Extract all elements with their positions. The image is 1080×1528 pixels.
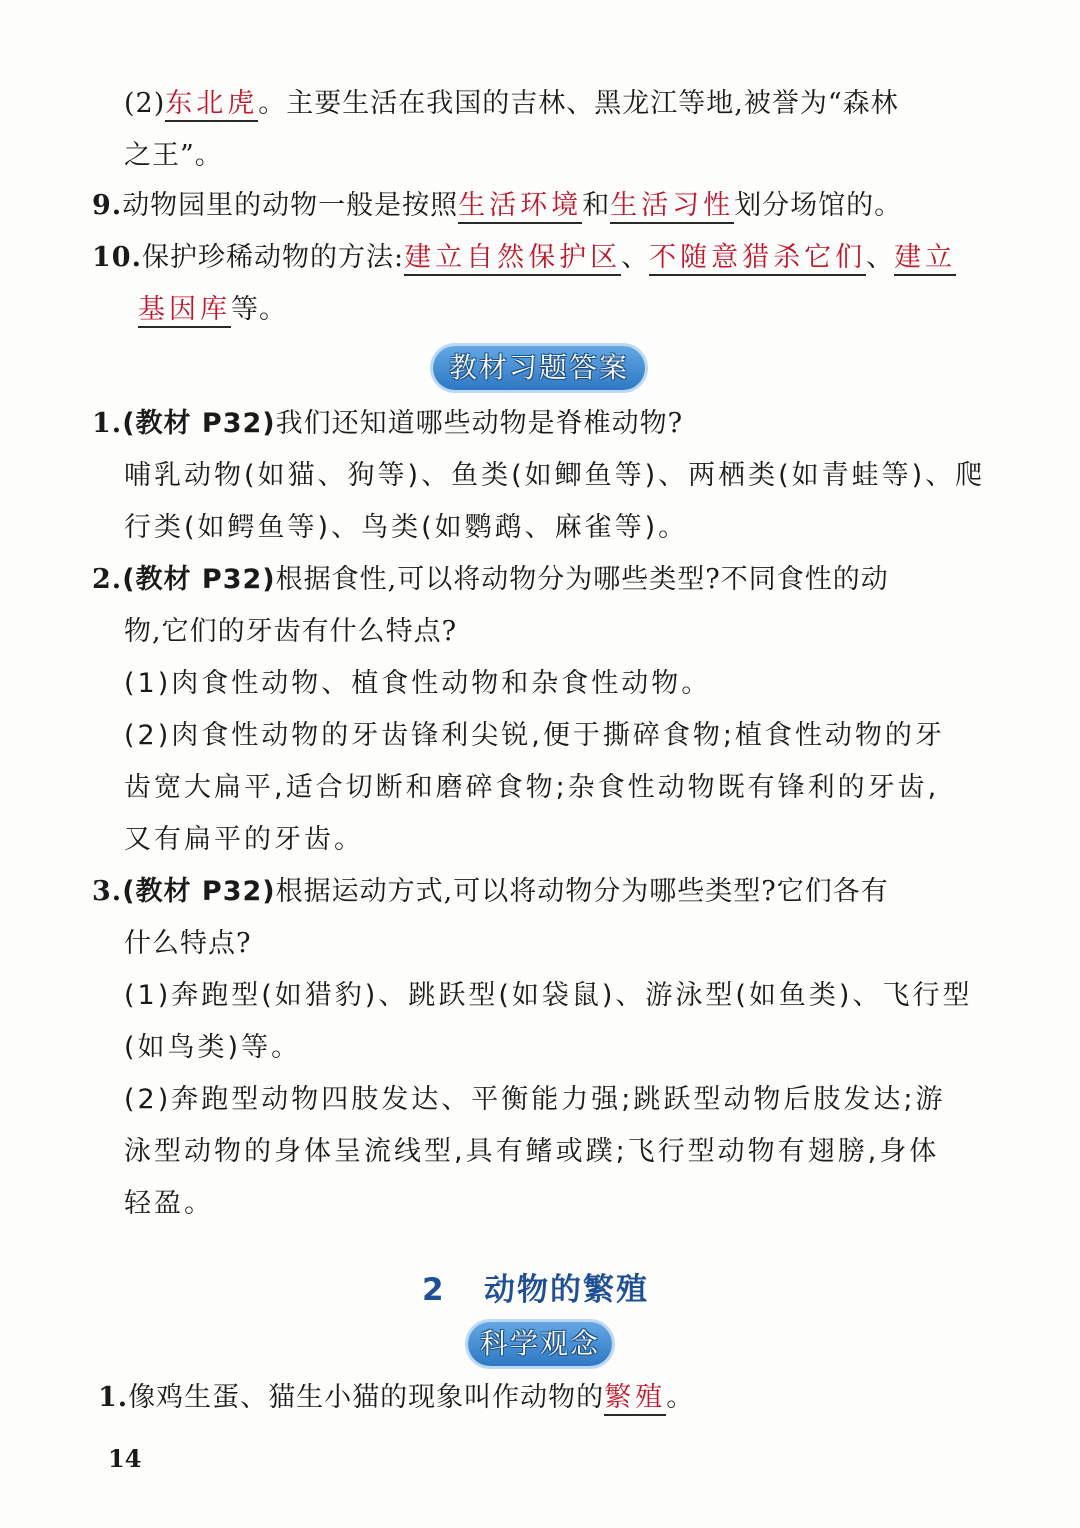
answer-2-line-3: 齿宽大扁平,适合切断和磨碎食物;杂食性动物既有锋利的牙齿, bbox=[124, 772, 940, 803]
answer-living-habits: 生活习性 bbox=[610, 190, 734, 224]
question-3-cont: 什么特点? bbox=[124, 928, 252, 959]
item-10-cont: 基因库等。 bbox=[138, 290, 287, 330]
answer-northeast-tiger: 东北虎 bbox=[165, 88, 258, 122]
science-concepts-banner: 科学观念 bbox=[468, 1322, 612, 1366]
answer-no-hunting: 不随意猎杀它们 bbox=[649, 242, 866, 276]
answer-1-line-1: 哺乳动物(如猫、狗等)、鱼类(如鲫鱼等)、两栖类(如青蛙等)、爬 bbox=[124, 460, 986, 491]
answer-3-line-4: 泳型动物的身体呈流线型,具有鳍或蹼;飞行型动物有翅膀,身体 bbox=[124, 1136, 940, 1167]
answer-3-line-5: 轻盈。 bbox=[124, 1188, 214, 1219]
answer-3-line-1: (1)奔跑型(如猎豹)、跳跃型(如袋鼠)、游泳型(如鱼类)、飞行型 bbox=[124, 980, 973, 1011]
answer-build: 建立 bbox=[894, 242, 956, 276]
answer-reproduction: 繁殖 bbox=[604, 1382, 666, 1416]
item-10: 10.保护珍稀动物的方法:建立自然保护区、不随意猎杀它们、建立 bbox=[92, 238, 956, 278]
line-northeast-tiger: (2)东北虎。主要生活在我国的吉林、黑龙江等地,被誉为“森林 bbox=[124, 84, 899, 124]
answer-2-line-4: 又有扁平的牙齿。 bbox=[124, 824, 364, 855]
section-title-text: 动物的繁殖 bbox=[483, 1272, 649, 1308]
answer-gene-bank: 基因库 bbox=[138, 294, 231, 328]
question-3: 3.(教材 P32)根据运动方式,可以将动物分为哪些类型?它们各有 bbox=[92, 876, 889, 907]
page-number: 14 bbox=[108, 1444, 142, 1473]
question-2: 2.(教材 P32)根据食性,可以将动物分为哪些类型?不同食性的动 bbox=[92, 564, 889, 595]
concept-item-1: 1.像鸡生蛋、猫生小猫的现象叫作动物的繁殖。 bbox=[98, 1378, 694, 1418]
question-1: 1.(教材 P32)我们还知道哪些动物是脊椎动物? bbox=[92, 408, 684, 439]
answer-3-line-2: (如鸟类)等。 bbox=[124, 1032, 302, 1063]
answer-1-line-2: 行类(如鳄鱼等)、鸟类(如鹦鹉、麻雀等)。 bbox=[124, 512, 689, 543]
answer-2-line-1: (1)肉食性动物、植食性动物和杂食性动物。 bbox=[124, 668, 712, 699]
answer-living-environment: 生活环境 bbox=[458, 190, 582, 224]
item-9: 9.动物园里的动物一般是按照生活环境和生活习性划分场馆的。 bbox=[92, 186, 902, 226]
section-heading bbox=[422, 1264, 649, 1309]
answer-nature-reserve: 建立自然保护区 bbox=[404, 242, 621, 276]
answer-3-line-3: (2)奔跑型动物四肢发达、平衡能力强;跳跃型动物后肢发达;游 bbox=[124, 1084, 946, 1115]
question-2-cont: 物,它们的牙齿有什么特点? bbox=[124, 616, 458, 647]
section-number: 2 bbox=[422, 1272, 446, 1308]
line-king-of-forest: 之王”。 bbox=[124, 140, 223, 171]
answer-2-line-2: (2)肉食性动物的牙齿锋利尖锐,便于撕碎食物;植食性动物的牙 bbox=[124, 720, 945, 751]
textbook-answers-banner: 教材习题答案 bbox=[433, 346, 645, 390]
